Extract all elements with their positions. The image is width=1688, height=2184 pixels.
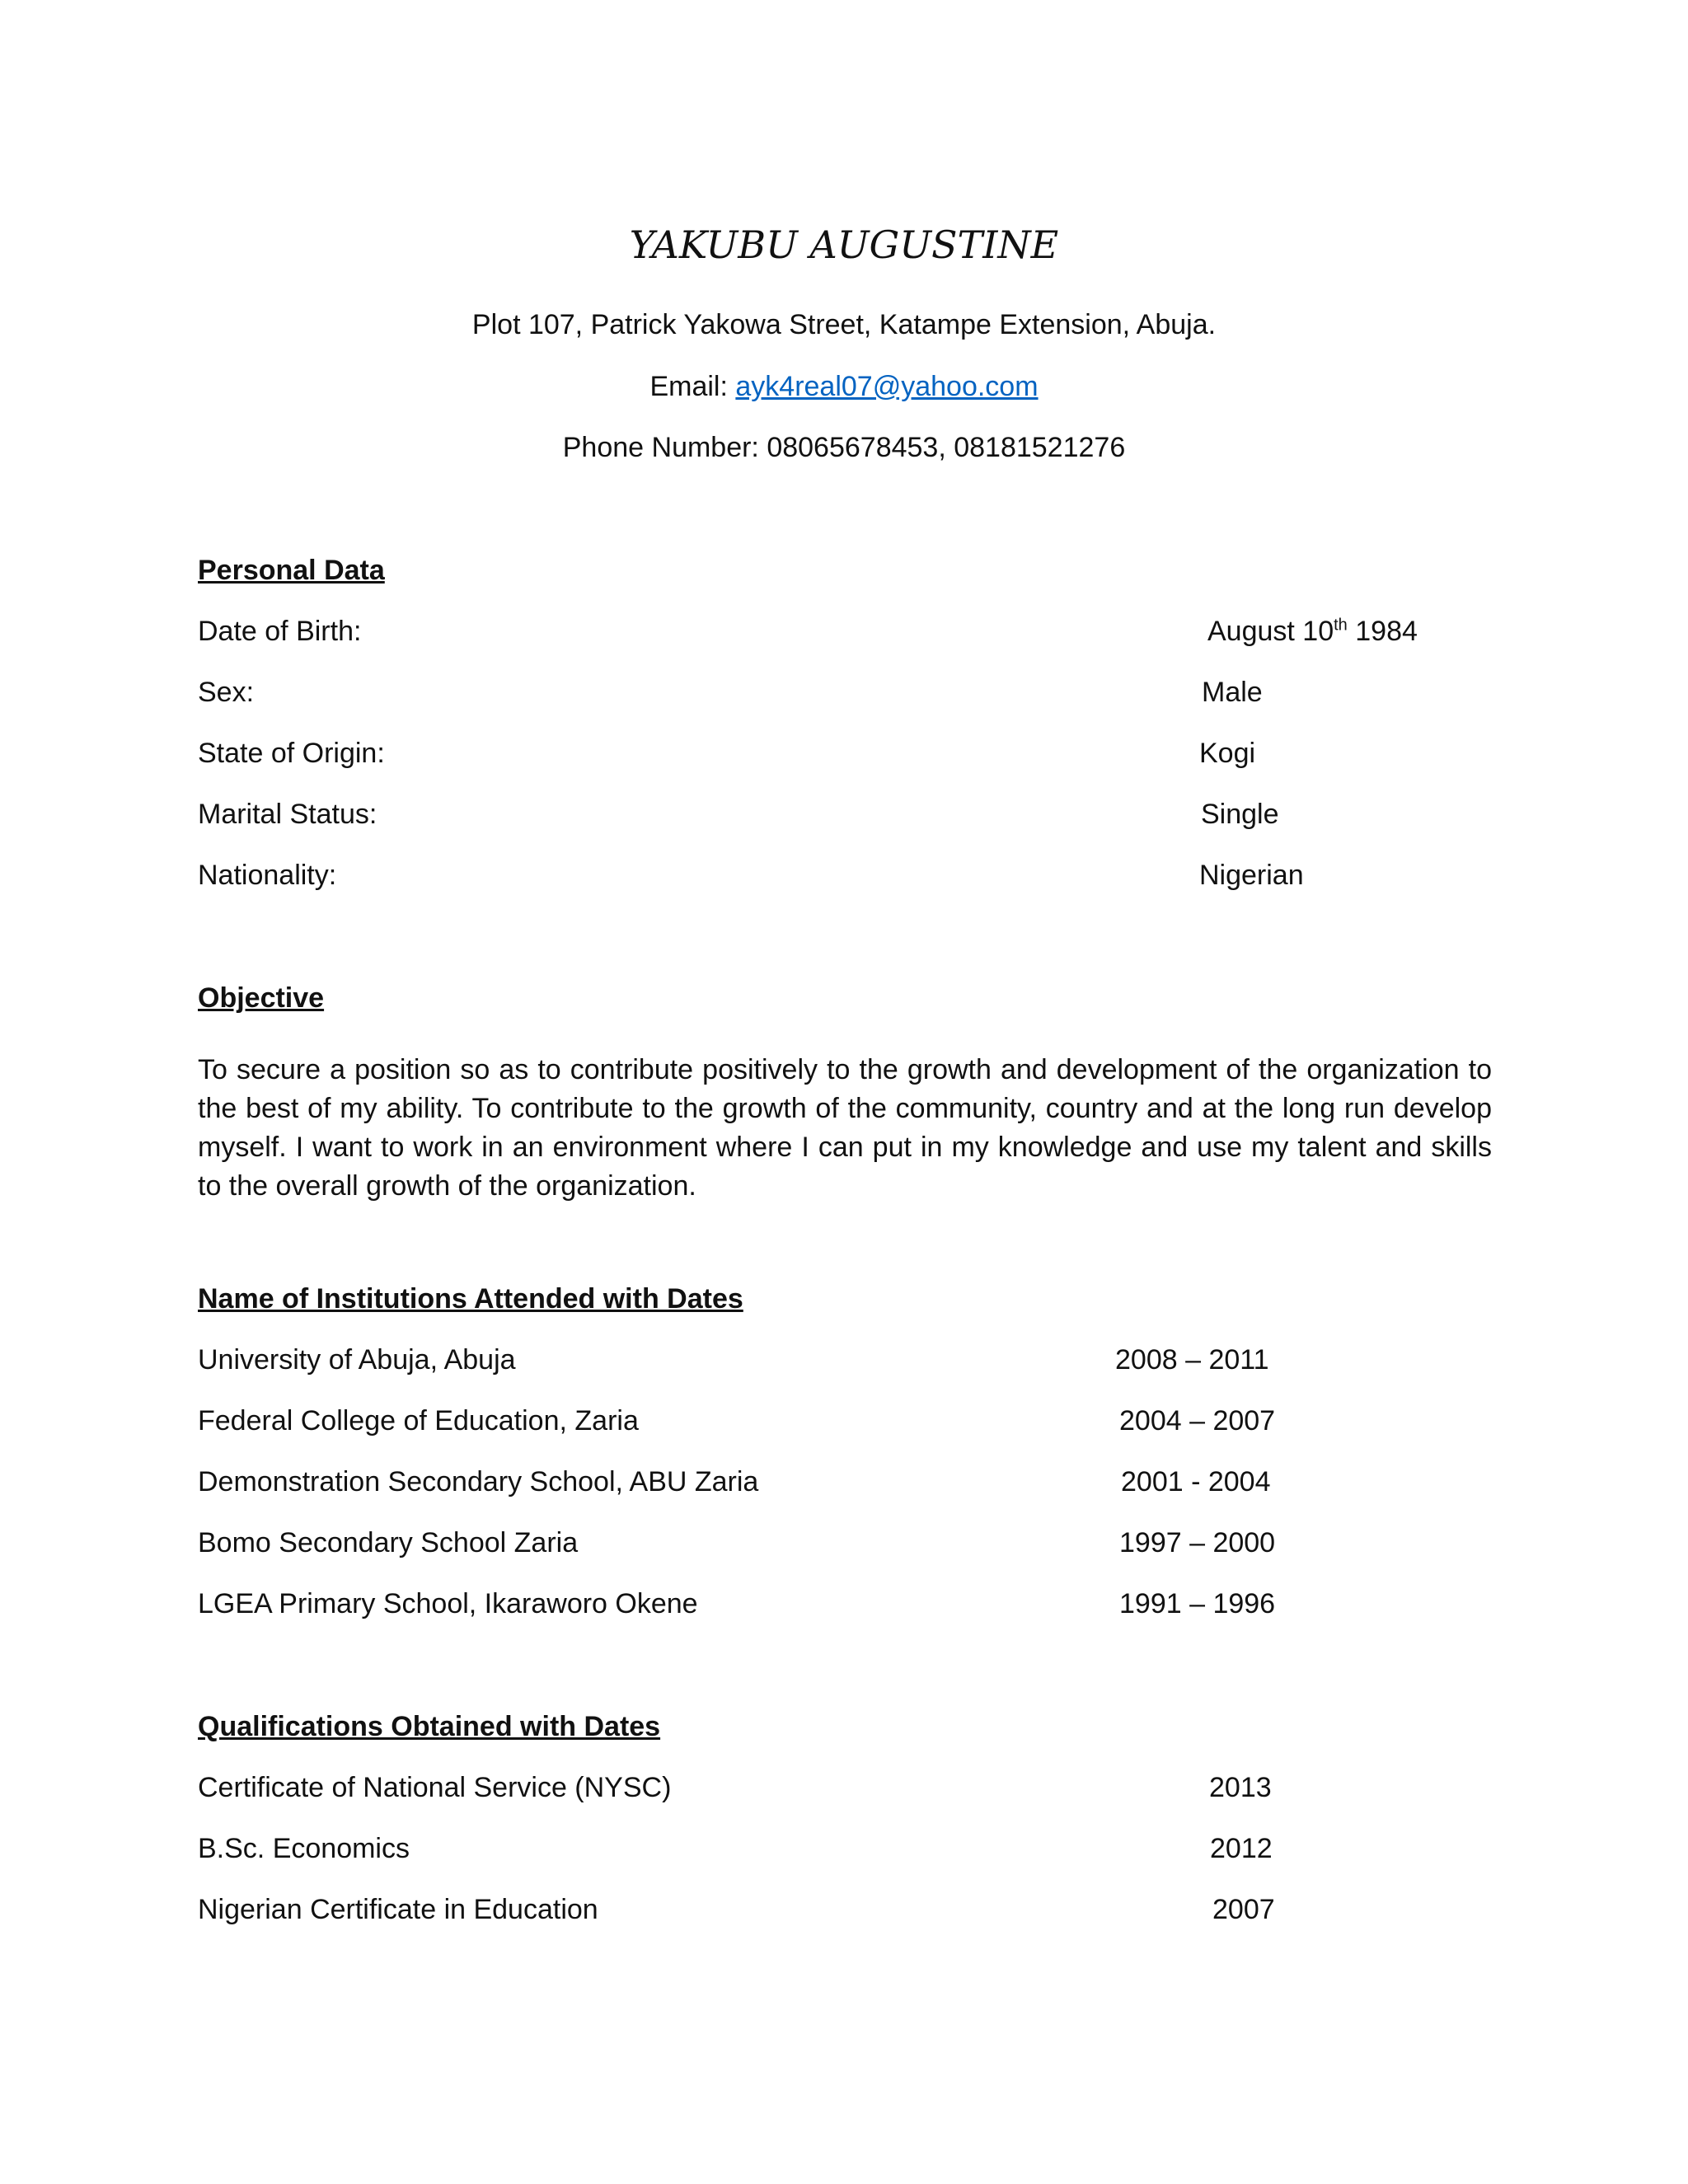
institution-name: LGEA Primary School, Ikaraworo Okene: [198, 1588, 698, 1619]
qualification-year: 2013: [1209, 1772, 1272, 1803]
sex-value: Male: [1202, 677, 1263, 708]
objective-heading: Objective: [198, 982, 325, 1014]
marital-value: Single: [1201, 799, 1279, 830]
institutions-heading: Name of Institutions Attended with Dates: [198, 1283, 743, 1315]
institution-name: University of Abuja, Abuja: [198, 1344, 516, 1376]
institution-dates: 2004 – 2007: [1119, 1405, 1276, 1436]
sex-label: Sex:: [198, 677, 255, 708]
objective-text: To secure a position so as to contribute positively to the growth and development of the organization to the best of my ability. To contribute to the growth of the community, country and at the long run develop myself. I want to work in an environment where I can put in my knowledge and use my talent and skills to the overall growth of the organization.: [198, 1054, 1492, 1202]
state-value: Kogi: [1199, 738, 1256, 769]
qualification-name: Nigerian Certificate in Education: [198, 1894, 598, 1925]
nationality-value: Nigerian: [1199, 860, 1304, 891]
phone-line: Phone Number: 08065678453, 08181521276: [562, 432, 1126, 463]
qualification-year: 2007: [1212, 1894, 1275, 1925]
institution-name: Federal College of Education, Zaria: [198, 1405, 639, 1436]
address-line: Plot 107, Patrick Yakowa Street, Katampe Extension, Abuja.: [471, 309, 1217, 340]
email-line: [0, 371, 1688, 403]
institution-dates: 2008 – 2011: [1115, 1344, 1269, 1376]
qualification-year: 2012: [1210, 1833, 1273, 1864]
institution-dates: 2001 - 2004: [1121, 1466, 1271, 1497]
qualification-name: Certificate of National Service (NYSC): [198, 1772, 672, 1803]
nationality-label: Nationality:: [198, 860, 337, 891]
dob-value-year: 1984: [1347, 616, 1418, 647]
state-label: State of Origin:: [198, 738, 385, 769]
dob-value: [1207, 616, 1418, 648]
institution-dates: 1991 – 1996: [1119, 1588, 1276, 1619]
institution-name: Demonstration Secondary School, ABU Zaria: [198, 1466, 759, 1497]
qualifications-heading: Qualifications Obtained with Dates: [198, 1711, 661, 1742]
resume-name: YAKUBU AUGUSTINE: [629, 223, 1059, 267]
email-label: Email:: [649, 371, 736, 402]
dob-value-sup: th: [1334, 616, 1348, 635]
marital-label: Marital Status:: [198, 799, 377, 830]
dob-label: Date of Birth:: [198, 616, 362, 647]
qualification-name: B.Sc. Economics: [198, 1833, 410, 1864]
personal-data-heading: Personal Data: [198, 555, 385, 586]
institution-name: Bomo Secondary School Zaria: [198, 1527, 579, 1558]
dob-value-main: August 10: [1207, 616, 1334, 647]
email-link[interactable]: ayk4real07@yahoo.com: [735, 371, 1039, 402]
institution-dates: 1997 – 2000: [1119, 1527, 1276, 1558]
